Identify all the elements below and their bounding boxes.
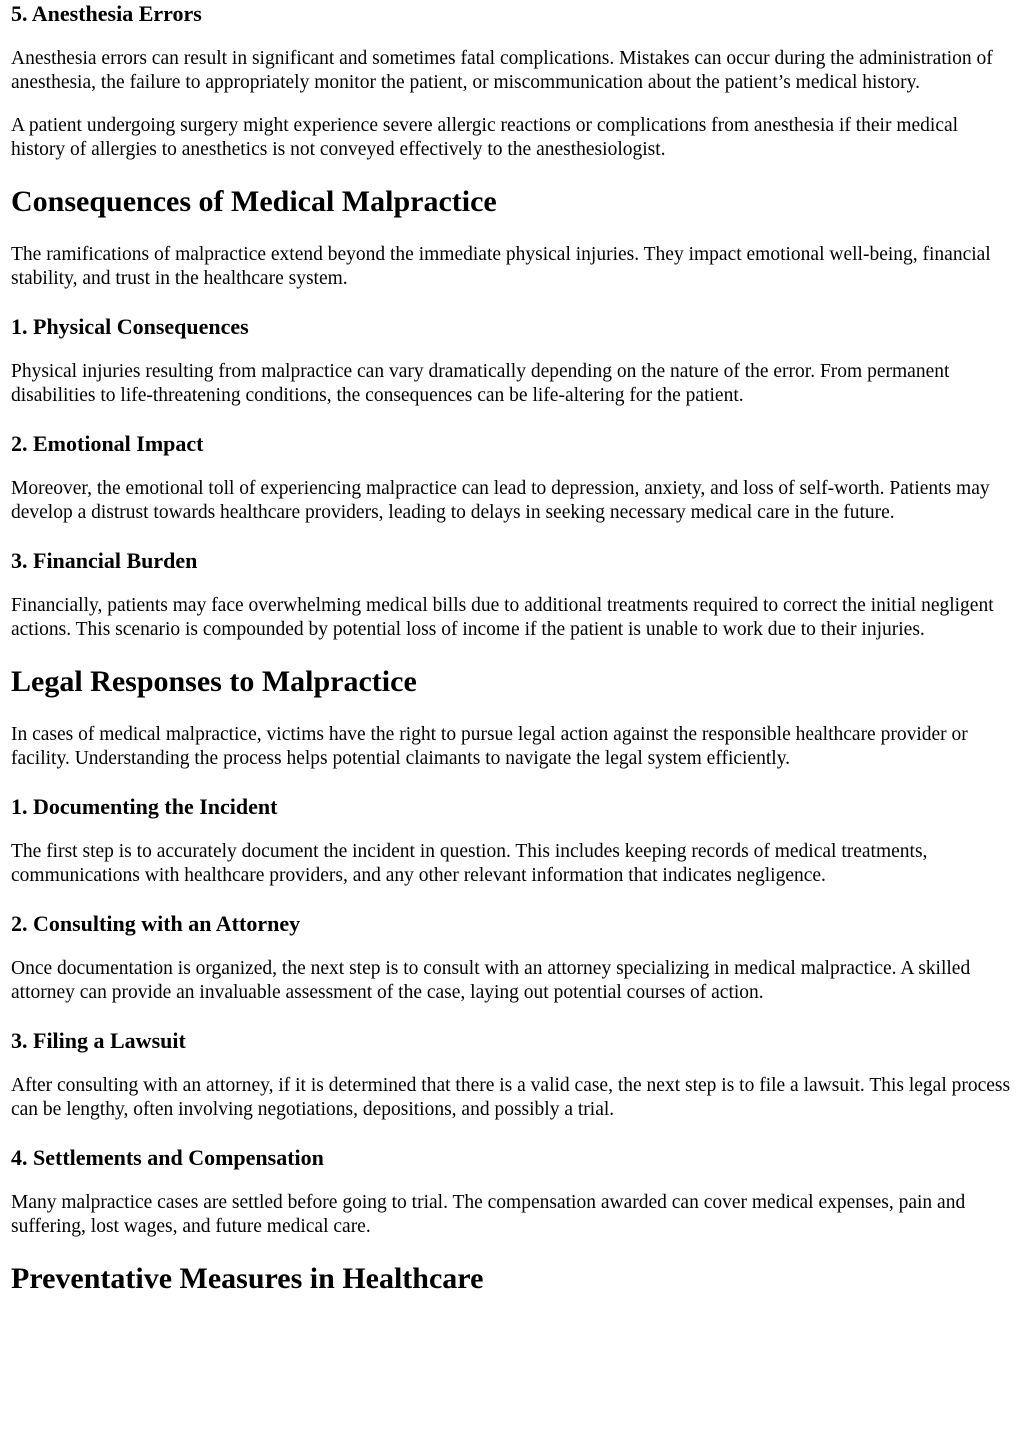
paragraph-documenting-incident: The first step is to accurately document the incident in question. This includes keeping records of medical treatments, communications with healthcare providers, and any other relevant information that indicates negligence. — [11, 841, 928, 886]
section-heading-preventative-measures: Preventative Measures in Healthcare — [11, 1262, 484, 1295]
subheading-settlements-compensation: 4. Settlements and Compensation — [11, 1145, 324, 1170]
subheading-documenting-incident: 1. Documenting the Incident — [11, 794, 278, 819]
paragraph-settlements-compensation: Many malpractice cases are settled before going to trial. The compensation awarded can cover medical expenses, pain and suffering, lost wages, and future medical care. — [11, 1192, 966, 1237]
paragraph-legal-intro: In cases of medical malpractice, victims have the right to pursue legal action against the responsible healthcare provider or facility. Understanding the process helps potential claimants to navigate the legal system efficiently. — [11, 724, 968, 769]
subheading-consulting-attorney: 2. Consulting with an Attorney — [11, 911, 301, 936]
paragraph-consulting-attorney: Once documentation is organized, the next step is to consult with an attorney specializing in medical malpractice. A skilled attorney can provide an invaluable assessment of the case, laying out potential courses of action. — [11, 958, 971, 1003]
paragraph-filing-lawsuit: After consulting with an attorney, if it is determined that there is a valid case, the next step is to file a lawsuit. This legal process can be lengthy, often involving negotiations, depositions, and possibly a trial. — [11, 1075, 1011, 1120]
section-heading-consequences: Consequences of Medical Malpractice — [11, 185, 497, 218]
paragraph-anesthesia-2: A patient undergoing surgery might experience severe allergic reactions or complications from anesthesia if their medical history of allergies to anesthetics is not conveyed effectively to the anesthesiologist. — [11, 115, 959, 160]
paragraph-financial-burden: Financially, patients may face overwhelming medical bills due to additional treatments required to correct the initial negligent actions. This scenario is compounded by potential loss of income if the patient is unable to work due to their injuries. — [11, 595, 994, 640]
paragraph-emotional-impact: Moreover, the emotional toll of experiencing malpractice can lead to depression, anxiety, and loss of self-worth. Patients may develop a distrust towards healthcare providers, leading to delays in seeking necessary medical care in the future. — [11, 478, 990, 523]
section-heading-anesthesia-errors: 5. Anesthesia Errors — [11, 1, 202, 26]
article-body — [0, 1, 1024, 1297]
subheading-physical-consequences: 1. Physical Consequences — [11, 314, 249, 339]
subheading-filing-lawsuit: 3. Filing a Lawsuit — [11, 1028, 186, 1053]
subheading-emotional-impact: 2. Emotional Impact — [11, 431, 204, 456]
section-heading-legal-responses: Legal Responses to Malpractice — [11, 665, 417, 698]
paragraph-anesthesia-1: Anesthesia errors can result in significant and sometimes fatal complications. Mistakes can occur during the administration of anesthesia, the failure to appropriately monitor the patient, or miscommunication about the patient’s medical history. — [11, 48, 993, 93]
paragraph-consequences-intro: The ramifications of malpractice extend beyond the immediate physical injuries. They impact emotional well-being, financial stability, and trust in the healthcare system. — [11, 244, 991, 289]
paragraph-physical-consequences: Physical injuries resulting from malpractice can vary dramatically depending on the nature of the error. From permanent disabilities to life-threatening conditions, the consequences can be life-altering for the patient. — [11, 361, 950, 406]
subheading-financial-burden: 3. Financial Burden — [11, 548, 198, 573]
